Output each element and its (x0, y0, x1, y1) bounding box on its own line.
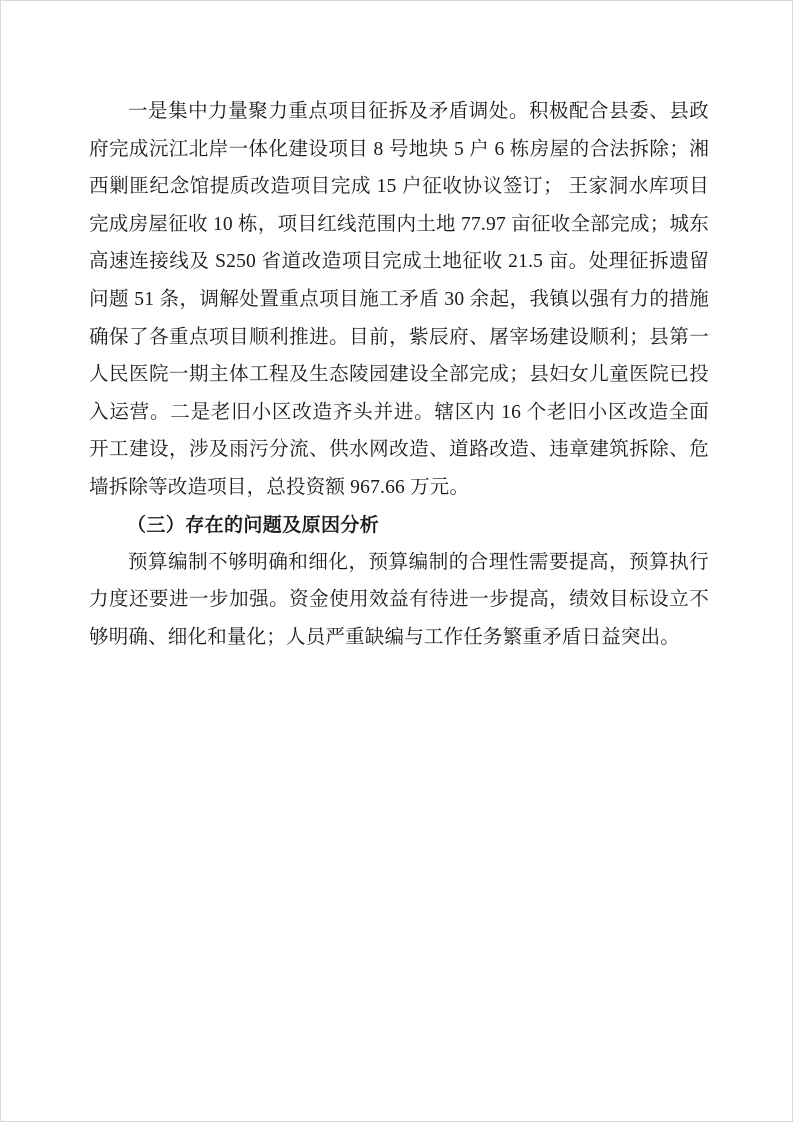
section-heading-problems: （三）存在的问题及原因分析 (127, 514, 380, 536)
document-body (89, 93, 709, 656)
paragraph-key-projects: 一是集中力量聚力重点项目征拆及矛盾调处。积极配合县委、县政府完成沅江北岸一体化建设项目 8 号地块 5 户 6 栋房屋的合法拆除；湘西剿匪纪念馆提质改造项目完成 15 户征收协议签订； 王家洞水库项目完成房屋征收 10 栋，项目红线范围内土地 77.97 亩征收全部完成；城东高速连接线及 S250 省道改造项目完成土地征收 21.5 亩。处理征拆遗留问题 51 条，调解处置重点项目施工矛盾 30 余起，我镇以强有力的措施确保了各重点项目顺利推进。目前，紫辰府、屠宰场建设顺利；县第一人民医院一期主体工程及生态陵园建设全部完成；县妇女儿童医院已投入运营。二是老旧小区改造齐头并进。辖区内 16 个老旧小区改造全面开工建设，涉及雨污分流、供水网改造、道路改造、违章建筑拆除、危墙拆除等改造项目，总投资额 967.66 万元。 (89, 101, 709, 498)
paragraph-problem-analysis: 预算编制不够明确和细化，预算编制的合理性需要提高，预算执行力度还要进一步加强。资金使用效益有待进一步提高，绩效目标设立不够明确、细化和量化；人员严重缺编与工作任务繁重矛盾日益突出。 (89, 552, 709, 648)
